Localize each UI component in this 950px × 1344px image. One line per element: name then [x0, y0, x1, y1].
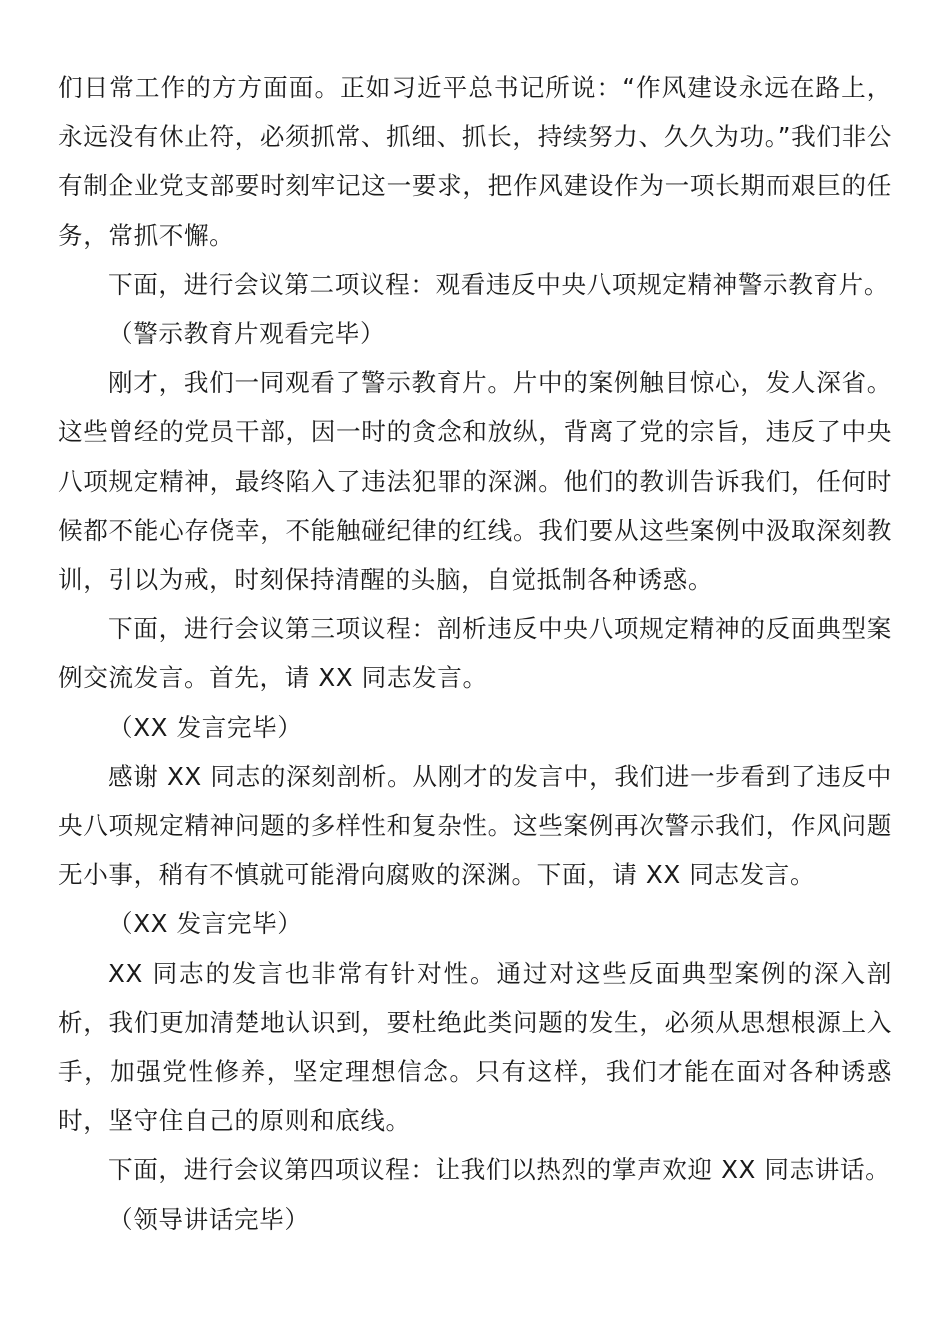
- note-leader-speech-finished: （领导讲话完毕）: [108, 1204, 310, 1234]
- paragraph-speech-response-2: XX 同志的发言也非常有针对性。通过对这些反面典型案例的深入剖析，我们更加清楚地认识到，要杜绝此类问题的发生，必须从思想根源上入手，加强党性修养，坚定理想信念。只有这样，我们才能在面对各种诱惑时，坚守住自己的原则和底线。: [58, 958, 892, 1136]
- note-speech-finished-1: （XX 发言完毕）: [108, 712, 303, 742]
- paragraph-continuation: 们日常工作的方方面面。正如习近平总书记所说：“作风建设永远在路上，永远没有休止符，必须抓常、抓细、抓长，持续努力、久久为功。”我们非公有制企业党支部要时刻牢记这一要求，把作风建设作为一项长期而艰巨的任务，常抓不懈。: [58, 73, 892, 250]
- note-speech-finished-2: （XX 发言完毕）: [108, 909, 303, 939]
- document-page: [58, 63, 892, 1244]
- paragraph-speech-response-1: 感谢 XX 同志的深刻剖析。从刚才的发言中，我们进一步看到了违反中央八项规定精神问题的多样性和复杂性。这些案例再次警示我们，作风问题无小事，稍有不慎就可能滑向腐败的深渊。下面，请 XX 同志发言。: [58, 761, 892, 890]
- paragraph-video-reflection: 刚才，我们一同观看了警示教育片。片中的案例触目惊心，发人深省。这些曾经的党员干部，因一时的贪念和放纵，背离了党的宗旨，违反了中央八项规定精神，最终陷入了违法犯罪的深渊。他们的教训告诉我们，任何时候都不能心存侥幸，不能触碰纪律的红线。我们要从这些案例中汲取深刻教训，引以为戒，时刻保持清醒的头脑，自觉抵制各种诱惑。: [58, 368, 892, 595]
- paragraph-agenda-item-4: 下面，进行会议第四项议程：让我们以热烈的掌声欢迎 XX 同志讲话。: [108, 1155, 891, 1185]
- note-video-finished: （警示教育片观看完毕）: [108, 319, 386, 349]
- paragraph-agenda-item-3: 下面，进行会议第三项议程：剖析违反中央八项规定精神的反面典型案例交流发言。首先，请 XX 同志发言。: [58, 614, 892, 693]
- paragraph-agenda-item-2: 下面，进行会议第二项议程：观看违反中央八项规定精神警示教育片。: [108, 269, 890, 299]
